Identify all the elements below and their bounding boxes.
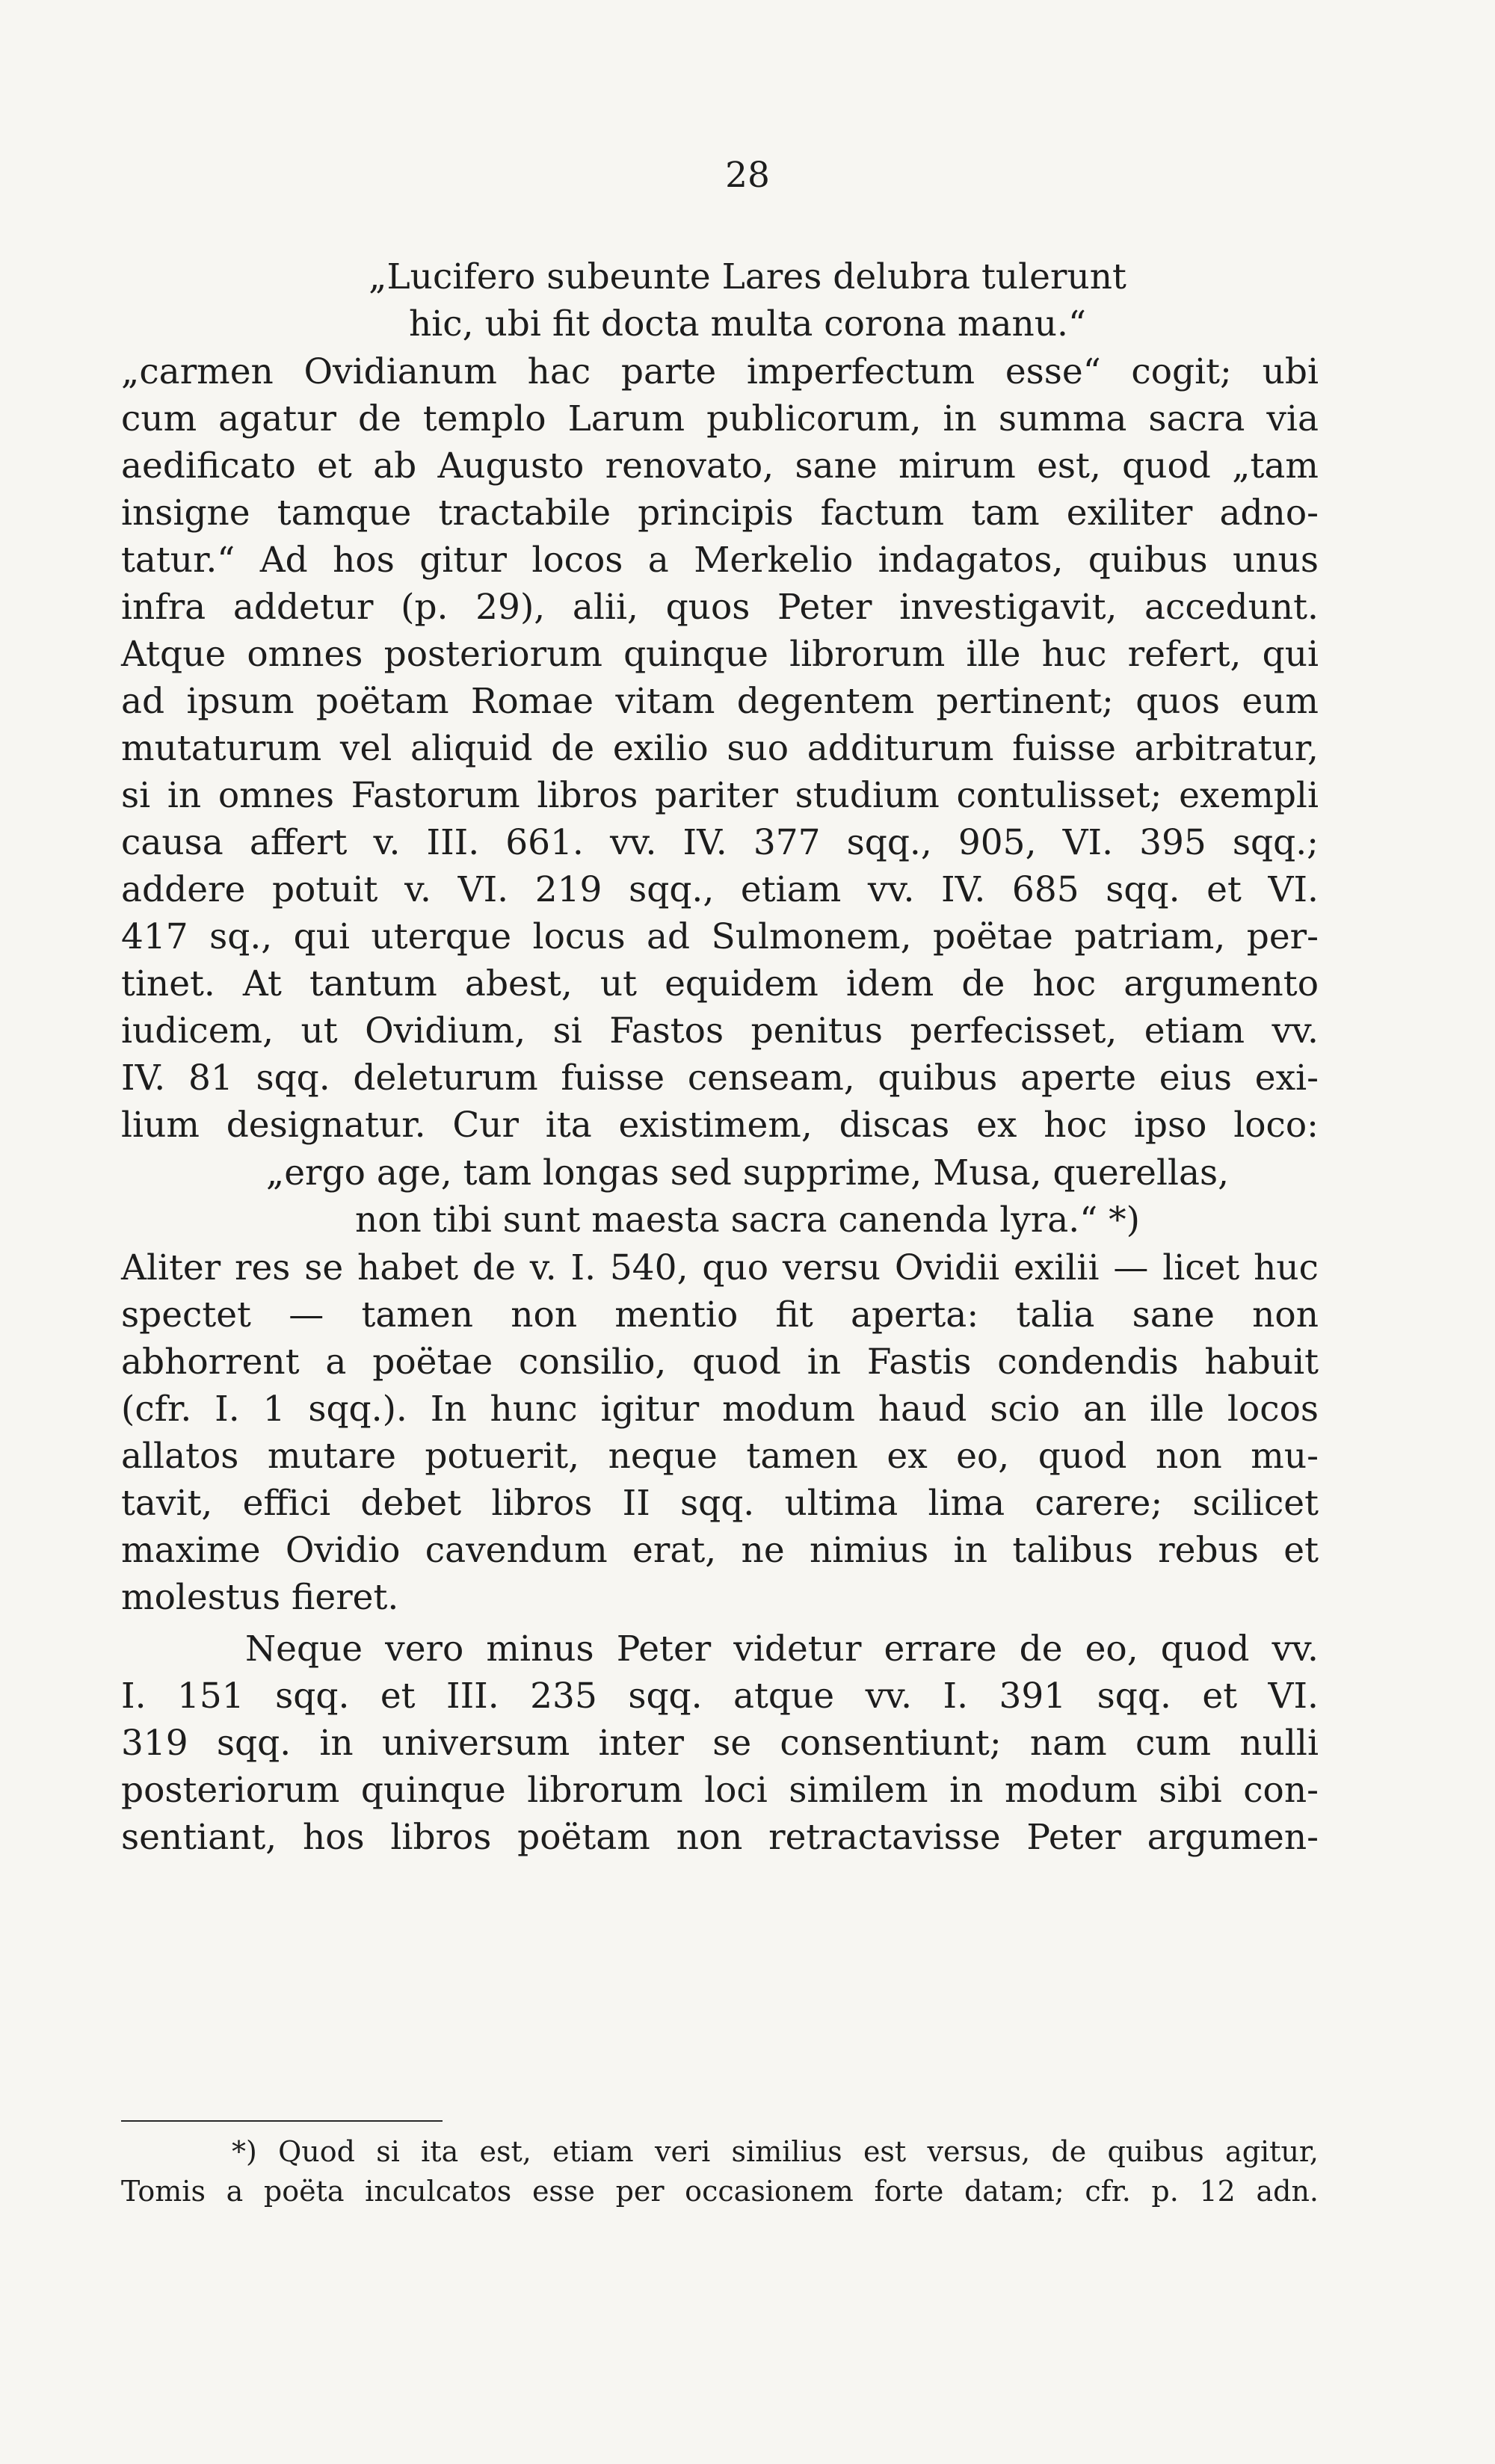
text-line: allatos mutare potuerit, neque tamen ex eo, quod non mu- <box>121 1436 1319 1477</box>
text-line: mutaturum vel aliquid de exilio suo additurum fuisse arbitratur, <box>121 728 1319 769</box>
text-line: IV. 81 sqq. deleturum fuisse censeam, quibus aperte eius exi- <box>121 1057 1319 1099</box>
text-line: sentiant, hos libros poëtam non retractavisse Peter argumen- <box>121 1817 1319 1858</box>
footnote-rule <box>121 2120 443 2122</box>
text-line: Aliter res se habet de v. I. 540, quo versu Ovidii exilii — licet huc <box>121 1247 1319 1288</box>
text-line: ad ipsum poëtam Romae vitam degentem pertinent; quos eum <box>121 681 1319 722</box>
text-line: molestus fieret. <box>121 1577 399 1618</box>
footnote-line: Tomis a poëta inculcatos esse per occasionem forte datam; cfr. p. 12 adn. <box>121 2175 1319 2208</box>
text-line: tavit, effici debet libros II sqq. ultima lima carere; scilicet <box>121 1483 1319 1524</box>
text-line: causa affert v. III. 661. vv. IV. 377 sqq., 905, VI. 395 sqq.; <box>121 822 1319 863</box>
verse-line: „Lucifero subeunte Lares delubra tulerunt <box>369 256 1126 297</box>
text-line: tinet. At tantum abest, ut equidem idem de hoc argumento <box>121 963 1319 1004</box>
text-line: posteriorum quinque librorum loci similem in modum sibi con- <box>121 1770 1319 1811</box>
text-line: abhorrent a poëtae consilio, quod in Fastis condendis habuit <box>121 1341 1319 1383</box>
text-line: maxime Ovidio cavendum erat, ne nimius in talibus rebus et <box>121 1530 1319 1571</box>
verse-line: „ergo age, tam longas sed supprime, Musa, querellas, <box>265 1152 1230 1194</box>
text-line: addere potuit v. VI. 219 sqq., etiam vv. IV. 685 sqq. et VI. <box>121 869 1319 910</box>
text-line: insigne tamque tractabile principis factum tam exiliter adno- <box>121 493 1319 534</box>
text-line: infra addetur (p. 29), alii, quos Peter investigavit, accedunt. <box>121 587 1319 628</box>
text-line: I. 151 sqq. et III. 235 sqq. atque vv. I. 391 sqq. et VI. <box>121 1676 1319 1717</box>
text-line: „carmen Ovidianum hac parte imperfectum esse“ cogit; ubi <box>121 351 1319 392</box>
text-line: Neque vero minus Peter videtur errare de eo, quod vv. <box>245 1628 1319 1670</box>
text-line: si in omnes Fastorum libros pariter studium contulisset; exempli <box>121 775 1319 816</box>
text-line: spectet — tamen non mentio fit aperta: talia sane non <box>121 1294 1319 1336</box>
text-line: 417 sq., qui uterque locus ad Sulmonem, poëtae patriam, per- <box>121 916 1319 957</box>
text-line: iudicem, ut Ovidium, si Fastos penitus perfecisset, etiam vv. <box>121 1010 1319 1052</box>
text-line: 319 sqq. in universum inter se consentiunt; nam cum nulli <box>121 1723 1319 1764</box>
text-line: cum agatur de templo Larum publicorum, in summa sacra via <box>121 398 1319 439</box>
text-line: lium designatur. Cur ita existimem, discas ex hoc ipso loco: <box>121 1105 1319 1146</box>
verse-line: non tibi sunt maesta sacra canenda lyra.“ *) <box>354 1199 1141 1241</box>
page-number: 28 <box>725 155 770 196</box>
text-line: aedificato et ab Augusto renovato, sane mirum est, quod „tam <box>121 445 1319 487</box>
text-line: tatur.“ Ad hos gitur locos a Merkelio indagatos, quibus unus <box>121 540 1319 581</box>
text-line: Atque omnes posteriorum quinque librorum ille huc refert, qui <box>121 634 1319 675</box>
verse-line: hic, ubi fit docta multa corona manu.“ <box>409 303 1086 345</box>
footnote-line: *) Quod si ita est, etiam veri similius est versus, de quibus agitur, <box>232 2135 1319 2168</box>
text-line: (cfr. I. 1 sqq.). In hunc igitur modum haud scio an ille locos <box>121 1389 1319 1430</box>
